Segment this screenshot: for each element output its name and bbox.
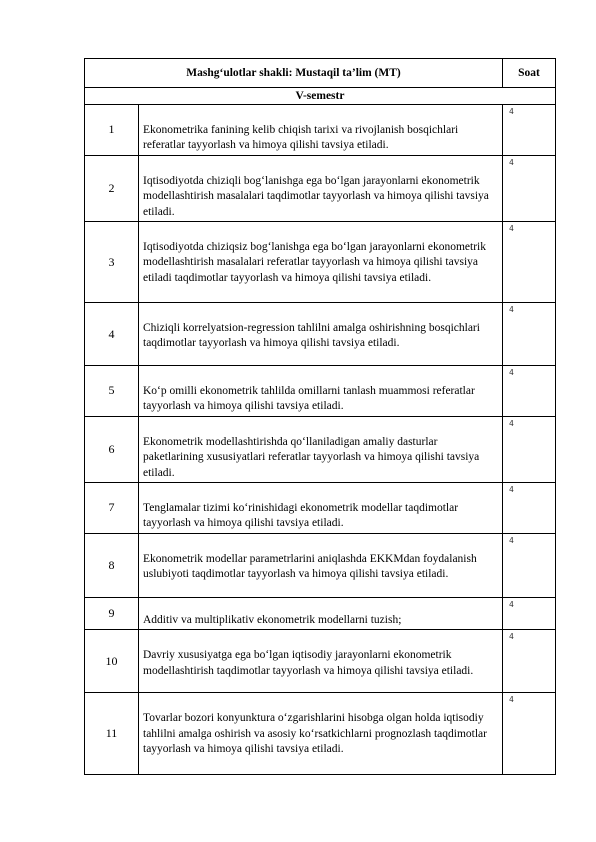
row-description: Ekonometrika fanining kelib chiqish tarixi va rivojlanish bosqichlari referatlar tayyorlash va himoya qilishi tavsiya etiladi. bbox=[139, 105, 503, 156]
row-number: 3 bbox=[85, 222, 139, 303]
row-number: 11 bbox=[85, 693, 139, 775]
row-hours: 4 bbox=[503, 105, 556, 156]
row-description: Tovarlar bozori konyunktura o‘zgarishlarini hisobga olgan holda iqtisodiy tahlilni amalga oshirish va asosiy ko‘rsatkichlarni prognozlash taqdimotlar tayyorlash va himoya qilishi tavsiya etiladi. bbox=[139, 693, 503, 775]
table-row bbox=[85, 366, 556, 417]
table-header-row bbox=[85, 59, 556, 88]
row-description: Davriy xususiyatga ega bo‘lgan iqtisodiy jarayonlarni ekonometrik modellashtirish taqdimotlar tayyorlash va himoya qilishi tavsiya etiladi. bbox=[139, 630, 503, 693]
header-soat: Soat bbox=[503, 59, 556, 88]
row-number: 4 bbox=[85, 303, 139, 366]
row-hours: 4 bbox=[503, 630, 556, 693]
table-row bbox=[85, 630, 556, 693]
row-hours: 4 bbox=[503, 366, 556, 417]
row-number: 10 bbox=[85, 630, 139, 693]
row-hours: 4 bbox=[503, 693, 556, 775]
table-row bbox=[85, 303, 556, 366]
row-number: 7 bbox=[85, 483, 139, 534]
row-number: 6 bbox=[85, 416, 139, 482]
row-hours: 4 bbox=[503, 533, 556, 597]
table-row bbox=[85, 416, 556, 482]
row-number: 9 bbox=[85, 597, 139, 629]
row-hours: 4 bbox=[503, 222, 556, 303]
table-row bbox=[85, 155, 556, 221]
table-row bbox=[85, 693, 556, 775]
semester-row bbox=[85, 88, 556, 105]
row-description: Ko‘p omilli ekonometrik tahlilda omillarni tanlash muammosi referatlar tayyorlash va himoya qilishi tavsiya etiladi. bbox=[139, 366, 503, 417]
row-description: Chiziqli korrelyatsion-regression tahlilni amalga oshirishning bosqichlari taqdimotlar tayyorlash va himoya qilishi tavsiya etiladi. bbox=[139, 303, 503, 366]
row-number: 2 bbox=[85, 155, 139, 221]
semester-label: V-semestr bbox=[85, 88, 556, 105]
row-description: Tenglamalar tizimi ko‘rinishidagi ekonometrik modellar taqdimotlar tayyorlash va himoya qilishi tavsiya etiladi. bbox=[139, 483, 503, 534]
row-description: Iqtisodiyotda chiziqli bog‘lanishga ega bo‘lgan jarayonlarni ekonometrik modellashtirish masalalari taqdimotlar tayyorlash va himoya qilishi tavsiya etiladi. bbox=[139, 155, 503, 221]
independent-study-table bbox=[84, 58, 556, 775]
row-number: 1 bbox=[85, 105, 139, 156]
row-description: Ekonometrik modellar parametrlarini aniqlashda EKKMdan foydalanish uslubiyoti taqdimotlar tayyorlash va himoya qilishi tavsiya etiladi. bbox=[139, 533, 503, 597]
row-hours: 4 bbox=[503, 483, 556, 534]
row-hours: 4 bbox=[503, 155, 556, 221]
table-row bbox=[85, 533, 556, 597]
row-description: Additiv va multiplikativ ekonometrik modellarni tuzish; bbox=[139, 597, 503, 629]
row-description: Iqtisodiyotda chiziqsiz bog‘lanishga ega bo‘lgan jarayonlarni ekonometrik modellashtirish masalalari referatlar tayyorlash va himoya qilishi tavsiya etiladi taqdimotlar tayyorlash va himoya qilishi tavsiya etiladi. bbox=[139, 222, 503, 303]
table-row bbox=[85, 105, 556, 156]
row-hours: 4 bbox=[503, 416, 556, 482]
row-number: 5 bbox=[85, 366, 139, 417]
row-hours: 4 bbox=[503, 597, 556, 629]
table-row bbox=[85, 222, 556, 303]
table-row bbox=[85, 597, 556, 629]
row-hours: 4 bbox=[503, 303, 556, 366]
row-number: 8 bbox=[85, 533, 139, 597]
header-title: Mashg‘ulotlar shakli: Mustaqil ta’lim (MT) bbox=[85, 59, 503, 88]
row-description: Ekonometrik modellashtirishda qo‘llaniladigan amaliy dasturlar paketlarining xususiyatlari referatlar tayyorlash va himoya qilishi tavsiya etiladi. bbox=[139, 416, 503, 482]
table-row bbox=[85, 483, 556, 534]
